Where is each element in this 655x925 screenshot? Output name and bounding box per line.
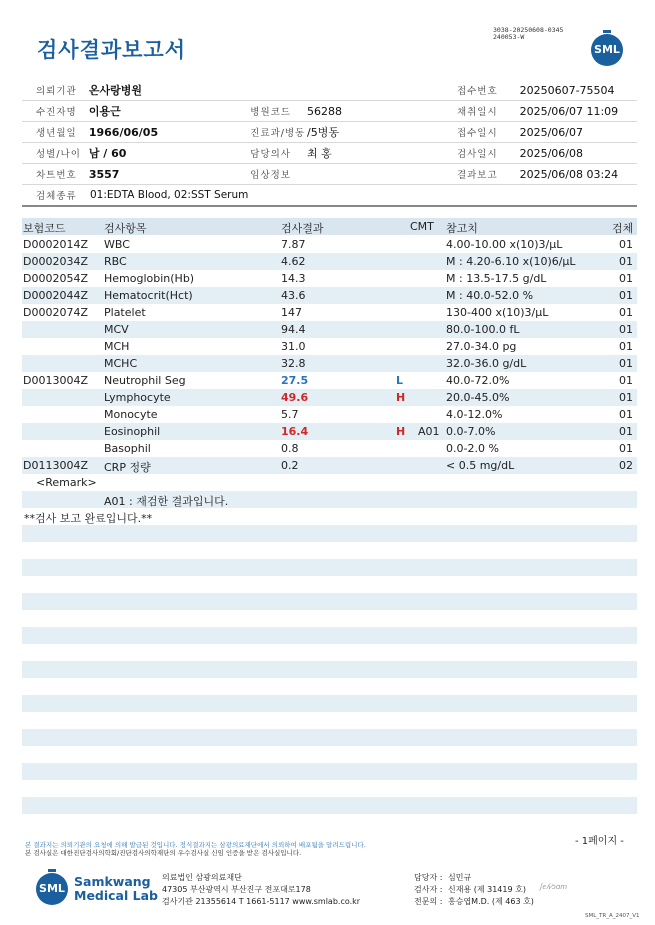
info-value: 이용근 xyxy=(88,105,121,118)
footer-note-2: 본 검사실은 대한진단검사의학회/진단검사의학재단의 우수검사실 신임 인증을 받은 검사실입니다. xyxy=(25,849,302,857)
footer-address-line: 47305 부산광역시 부산진구 전포대로178 xyxy=(162,885,311,894)
blank-row xyxy=(22,559,637,576)
reference-range: 4.00-10.00 x(10)3/μL xyxy=(446,238,563,251)
specimen-code: 01 xyxy=(619,255,633,268)
header-specimen: 검체 xyxy=(612,222,634,235)
reference-range: M : 13.5-17.5 g/dL xyxy=(446,272,547,285)
table-row xyxy=(22,423,637,440)
test-result: 14.3 xyxy=(281,272,306,285)
reference-range: 20.0-45.0% xyxy=(446,391,510,404)
test-name: Lymphocyte xyxy=(104,391,171,404)
test-result: 43.6 xyxy=(281,289,306,302)
specimen-code: 01 xyxy=(619,306,633,319)
specimen-code: 01 xyxy=(619,289,633,302)
signature: ʃϵʎ⁄ɔɑm xyxy=(540,883,568,891)
test-name: WBC xyxy=(104,238,130,251)
reference-range: 40.0-72.0% xyxy=(446,374,510,387)
specimen-code: 01 xyxy=(619,272,633,285)
specialist-value: 홍승엽M.D. (제 463 호) xyxy=(448,897,534,906)
info-value: 최 홍 xyxy=(307,147,332,160)
test-code: D0002014Z xyxy=(23,238,88,251)
reference-range: 130-400 x(10)3/μL xyxy=(446,306,549,319)
staff-label: 담당자 : xyxy=(414,873,443,882)
info-value: 2025/06/08 xyxy=(519,146,583,160)
info-row xyxy=(22,122,637,143)
test-result: 4.62 xyxy=(281,255,306,268)
test-code: D0002054Z xyxy=(23,272,88,285)
blank-row xyxy=(22,763,637,780)
comment-code: A01 xyxy=(418,425,440,438)
table-row xyxy=(22,406,637,423)
info-label: 채취일시 xyxy=(456,107,498,118)
remark-text: A01 : 재검한 결과입니다. xyxy=(104,495,229,508)
test-code: D0113004Z xyxy=(23,459,88,472)
header-reference: 참고치 xyxy=(446,222,478,235)
test-name: Hematocrit(Hct) xyxy=(104,289,193,302)
table-row xyxy=(22,321,637,338)
test-code: D0002034Z xyxy=(23,255,88,268)
specimen-code: 01 xyxy=(619,408,633,421)
table-row xyxy=(22,253,637,270)
footer-org: 의료법인 삼광의료재단 xyxy=(162,873,242,882)
brand-line2: Medical Lab xyxy=(74,888,158,903)
test-result: 32.8 xyxy=(281,357,306,370)
test-name: Basophil xyxy=(104,442,151,455)
specimen-code: 01 xyxy=(619,391,633,404)
test-name: Neutrophil Seg xyxy=(104,374,186,387)
test-result: 0.8 xyxy=(281,442,299,455)
info-row xyxy=(22,80,637,101)
header-cmt: CMT xyxy=(410,220,434,233)
specimen-code: 01 xyxy=(619,323,633,336)
staff-value: 심민규 xyxy=(448,873,472,882)
test-result: 147 xyxy=(281,306,302,319)
info-value: 온사랑병원 xyxy=(88,84,142,97)
reference-range: 80.0-100.0 fL xyxy=(446,323,520,336)
test-name: Hemoglobin(Hb) xyxy=(104,272,195,285)
document-id-line1: 3038-20250608-0345 xyxy=(493,26,564,34)
remark-row xyxy=(22,508,637,525)
patient-info-table xyxy=(22,80,637,207)
table-row xyxy=(22,287,637,304)
info-row xyxy=(22,164,637,185)
specimen-value: 01:EDTA Blood, 02:SST Serum xyxy=(90,189,249,201)
info-label: 생년월일 xyxy=(36,128,77,139)
reference-range: M : 40.0-52.0 % xyxy=(446,289,534,302)
test-name: MCV xyxy=(104,323,129,336)
footer-contact: 검사기관 21355614 T 1661-5117 www.smlab.co.kr xyxy=(162,897,361,906)
tester-value: 신재용 (제 31419 호) xyxy=(448,885,526,894)
test-name: Platelet xyxy=(104,306,146,319)
info-value: 1966/06/05 xyxy=(88,125,159,139)
info-label: 결과보고 xyxy=(456,170,498,181)
reference-range: 4.0-12.0% xyxy=(446,408,503,421)
info-label: 접수번호 xyxy=(456,86,498,97)
test-code: D0013004Z xyxy=(23,374,88,387)
specimen-code: 01 xyxy=(619,238,633,251)
table-row xyxy=(22,372,637,389)
info-label: 담당의사 xyxy=(250,149,291,160)
info-label: 접수일시 xyxy=(456,128,498,139)
form-version: SML_TR_A_2407_V1 xyxy=(585,913,640,919)
test-result: 5.7 xyxy=(281,408,299,421)
test-result: 27.5 xyxy=(281,374,309,387)
test-result: 16.4 xyxy=(281,425,309,438)
specimen-code: 01 xyxy=(619,425,633,438)
info-value: 남 / 60 xyxy=(88,147,127,160)
specimen-label: 검체종류 xyxy=(36,191,77,202)
info-row xyxy=(22,143,637,164)
test-result: 49.6 xyxy=(281,391,309,404)
test-name: Monocyte xyxy=(104,408,158,421)
table-row xyxy=(22,304,637,321)
footer-sml-logo: SML xyxy=(36,873,68,905)
info-label: 진료과/병동 xyxy=(250,128,306,139)
blank-row xyxy=(22,525,637,542)
info-label: 성별/나이 xyxy=(36,149,81,160)
footer-staff xyxy=(414,872,534,908)
reference-range: 27.0-34.0 pg xyxy=(446,340,517,353)
blank-row xyxy=(22,627,637,644)
header-result: 검사결과 xyxy=(281,222,324,235)
reference-range: M : 4.20-6.10 x(10)6/μL xyxy=(446,255,576,268)
header-item: 검사항목 xyxy=(104,222,147,235)
table-row xyxy=(22,389,637,406)
result-flag: L xyxy=(396,374,404,387)
brand-line1: Samkwang xyxy=(74,874,151,889)
table-row xyxy=(22,440,637,457)
info-label: 검사일시 xyxy=(456,149,498,160)
reference-range: < 0.5 mg/dL xyxy=(446,459,515,472)
specimen-code: 01 xyxy=(619,442,633,455)
test-name: MCH xyxy=(104,340,130,353)
blank-row xyxy=(22,729,637,746)
specimen-row xyxy=(22,185,637,207)
logo-mark xyxy=(603,30,611,33)
footer-address xyxy=(162,872,360,908)
document-id-line2: 240053-W xyxy=(493,33,525,41)
results-table-body xyxy=(22,236,637,525)
test-result: 7.87 xyxy=(281,238,306,251)
table-row xyxy=(22,355,637,372)
test-result: 94.4 xyxy=(281,323,306,336)
reference-range: 32.0-36.0 g/dL xyxy=(446,357,527,370)
info-value: 2025/06/08 03:24 xyxy=(519,167,619,181)
table-row xyxy=(22,236,637,253)
report-title: 검사결과보고서 xyxy=(37,38,187,62)
info-label: 차트번호 xyxy=(36,170,77,181)
results-table-header xyxy=(22,218,637,235)
test-name: RBC xyxy=(104,255,127,268)
info-label: 의뢰기관 xyxy=(36,86,77,97)
info-value: 3557 xyxy=(88,167,120,181)
test-name: MCHC xyxy=(104,357,138,370)
test-code: D0002044Z xyxy=(23,289,88,302)
result-flag: H xyxy=(396,425,406,438)
info-value: 56288 xyxy=(307,104,343,118)
test-code: D0002074Z xyxy=(23,306,88,319)
info-label: 수진자명 xyxy=(36,107,77,118)
table-row xyxy=(22,270,637,287)
remark-label: <Remark> xyxy=(36,476,97,489)
specimen-code: 01 xyxy=(619,357,633,370)
table-row xyxy=(22,457,637,474)
reference-range: 0.0-2.0 % xyxy=(446,442,499,455)
info-value: 20250607-75504 xyxy=(519,83,615,97)
test-result: 0.2 xyxy=(281,459,299,472)
remark-row xyxy=(22,474,637,491)
info-label: 병원코드 xyxy=(250,107,291,118)
info-value: 2025/06/07 xyxy=(519,125,583,139)
info-label: 임상정보 xyxy=(250,170,291,181)
footer-logo-mark xyxy=(48,869,56,872)
footer-brand xyxy=(74,875,158,903)
info-row xyxy=(22,101,637,122)
test-name: Eosinophil xyxy=(104,425,161,438)
info-value: 2025/06/07 11:09 xyxy=(519,104,619,118)
specimen-code: 02 xyxy=(619,459,633,472)
sml-logo: SML xyxy=(591,34,623,66)
blank-row xyxy=(22,661,637,678)
test-name: CRP 정량 xyxy=(104,461,151,474)
blank-row xyxy=(22,695,637,712)
completion-message: **검사 보고 완료입니다.** xyxy=(24,512,153,525)
specimen-code: 01 xyxy=(619,340,633,353)
table-row xyxy=(22,338,637,355)
specimen-code: 01 xyxy=(619,374,633,387)
page-number: - 1페이지 - xyxy=(575,836,624,847)
footer-note-1: 본 결과지는 의뢰기관의 요청에 의해 발급된 것입니다. 정식결과지는 삼광의료재단에서 의뢰하여 배포됨을 알려드립니다. xyxy=(25,841,366,849)
blank-row xyxy=(22,797,637,814)
test-result: 31.0 xyxy=(281,340,306,353)
info-value: /5병동 xyxy=(307,126,339,139)
header-code: 보험코드 xyxy=(23,222,66,235)
tester-label: 검사자 : xyxy=(414,885,443,894)
document-id xyxy=(493,27,563,41)
remark-row xyxy=(22,491,637,508)
blank-rows xyxy=(22,525,637,831)
specialist-label: 전문의 : xyxy=(414,897,443,906)
blank-row xyxy=(22,593,637,610)
result-flag: H xyxy=(396,391,406,404)
reference-range: 0.0-7.0% xyxy=(446,425,496,438)
